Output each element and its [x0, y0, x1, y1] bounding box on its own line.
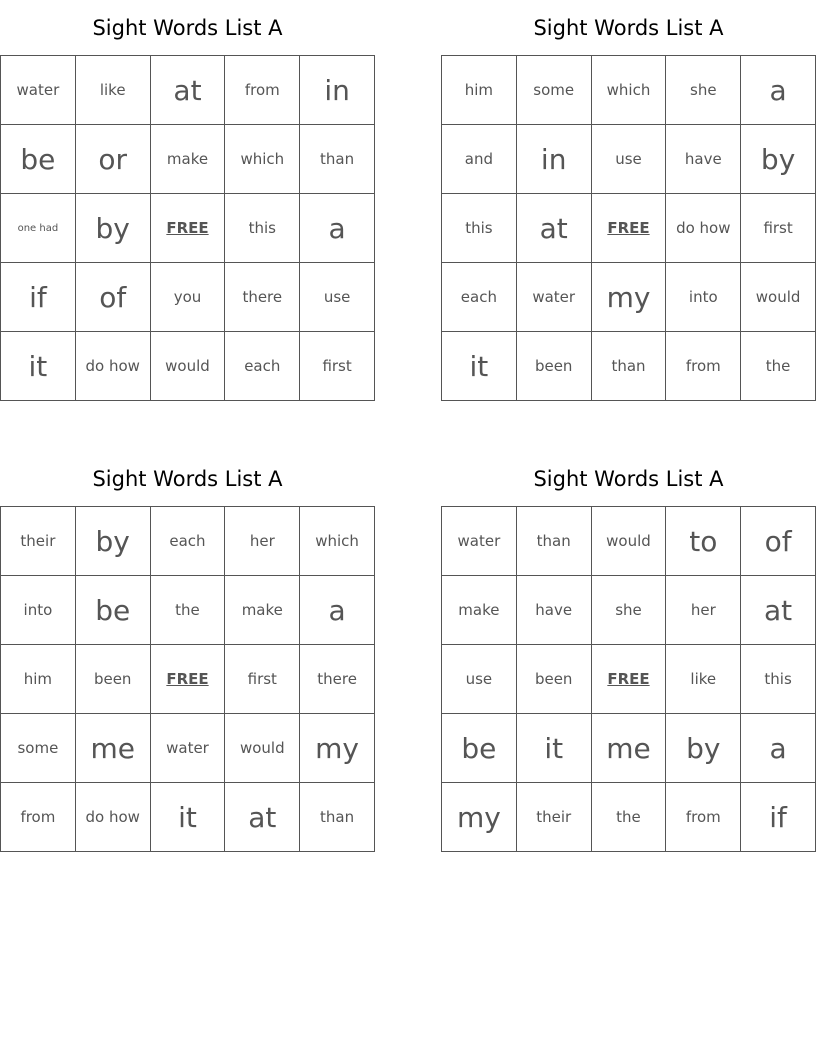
- word-cell: use: [442, 645, 517, 714]
- bingo-card-3: [0, 451, 375, 852]
- word-cell: which: [225, 125, 300, 194]
- word-cell: it: [442, 332, 517, 401]
- word-cell: water: [442, 507, 517, 576]
- free-space: FREE: [150, 194, 225, 263]
- word-cell: my: [300, 714, 375, 783]
- word-cell: make: [225, 576, 300, 645]
- word-cell: first: [300, 332, 375, 401]
- word-cell: if: [741, 783, 816, 852]
- grid-row: [442, 645, 816, 714]
- word-cell: it: [150, 783, 225, 852]
- grid-row: [1, 507, 375, 576]
- word-cell: she: [666, 56, 741, 125]
- word-cell: from: [666, 332, 741, 401]
- word-cell: some: [516, 56, 591, 125]
- word-cell: would: [150, 332, 225, 401]
- word-cell: a: [741, 56, 816, 125]
- word-cell: make: [150, 125, 225, 194]
- word-cell: the: [741, 332, 816, 401]
- word-cell: each: [225, 332, 300, 401]
- word-cell: at: [741, 576, 816, 645]
- word-cell: from: [666, 783, 741, 852]
- word-cell: would: [741, 263, 816, 332]
- word-cell: a: [300, 576, 375, 645]
- grid-row: [442, 507, 816, 576]
- word-cell: have: [516, 576, 591, 645]
- word-cell: there: [225, 263, 300, 332]
- word-cell: water: [150, 714, 225, 783]
- word-cell: first: [741, 194, 816, 263]
- word-grid: [0, 506, 375, 852]
- word-cell: which: [300, 507, 375, 576]
- word-cell: her: [666, 576, 741, 645]
- card-title: Sight Words List A: [533, 16, 724, 40]
- bingo-card-4: [441, 451, 816, 852]
- grid-row: [1, 645, 375, 714]
- grid-row: [1, 332, 375, 401]
- word-cell: do how: [75, 783, 150, 852]
- grid-row: [442, 194, 816, 263]
- word-cell: her: [225, 507, 300, 576]
- card-title: Sight Words List A: [92, 467, 283, 491]
- word-cell: of: [75, 263, 150, 332]
- word-cell: than: [300, 125, 375, 194]
- word-grid: [441, 55, 816, 401]
- word-cell: a: [300, 194, 375, 263]
- word-cell: would: [225, 714, 300, 783]
- word-cell: into: [666, 263, 741, 332]
- grid-row: [1, 783, 375, 852]
- word-cell: of: [741, 507, 816, 576]
- word-cell: than: [300, 783, 375, 852]
- grid-row: [442, 263, 816, 332]
- word-cell: be: [75, 576, 150, 645]
- word-cell: him: [1, 645, 76, 714]
- grid-row: [1, 56, 375, 125]
- free-space: FREE: [591, 194, 666, 263]
- free-space: FREE: [150, 645, 225, 714]
- word-cell: first: [225, 645, 300, 714]
- word-cell: some: [1, 714, 76, 783]
- word-cell: make: [442, 576, 517, 645]
- card-title: Sight Words List A: [533, 467, 724, 491]
- word-cell: like: [75, 56, 150, 125]
- word-cell: this: [442, 194, 517, 263]
- word-cell: she: [591, 576, 666, 645]
- word-cell: this: [741, 645, 816, 714]
- word-cell: from: [225, 56, 300, 125]
- grid-row: [442, 125, 816, 194]
- word-cell: by: [666, 714, 741, 783]
- grid-row: [1, 125, 375, 194]
- word-cell: you: [150, 263, 225, 332]
- word-cell: would: [591, 507, 666, 576]
- word-cell: by: [75, 507, 150, 576]
- word-cell: at: [225, 783, 300, 852]
- word-cell: a: [741, 714, 816, 783]
- word-grid: [441, 506, 816, 852]
- free-space: FREE: [591, 645, 666, 714]
- word-cell: like: [666, 645, 741, 714]
- bingo-card-1: [0, 0, 375, 401]
- word-cell: my: [591, 263, 666, 332]
- word-cell: my: [442, 783, 517, 852]
- word-cell: one had: [1, 194, 76, 263]
- word-cell: or: [75, 125, 150, 194]
- word-cell: each: [442, 263, 517, 332]
- word-cell: been: [516, 332, 591, 401]
- word-cell: been: [75, 645, 150, 714]
- word-cell: each: [150, 507, 225, 576]
- word-cell: it: [1, 332, 76, 401]
- grid-row: [442, 576, 816, 645]
- word-cell: use: [591, 125, 666, 194]
- word-cell: be: [1, 125, 76, 194]
- word-cell: at: [516, 194, 591, 263]
- word-cell: been: [516, 645, 591, 714]
- word-cell: by: [75, 194, 150, 263]
- word-cell: the: [150, 576, 225, 645]
- word-cell: their: [1, 507, 76, 576]
- word-cell: it: [516, 714, 591, 783]
- bingo-card-2: [441, 0, 816, 401]
- word-cell: which: [591, 56, 666, 125]
- word-cell: than: [591, 332, 666, 401]
- word-cell: him: [442, 56, 517, 125]
- grid-row: [442, 56, 816, 125]
- word-grid: [0, 55, 375, 401]
- grid-row: [1, 576, 375, 645]
- word-cell: from: [1, 783, 76, 852]
- word-cell: the: [591, 783, 666, 852]
- word-cell: into: [1, 576, 76, 645]
- word-cell: use: [300, 263, 375, 332]
- word-cell: be: [442, 714, 517, 783]
- grid-row: [1, 714, 375, 783]
- word-cell: this: [225, 194, 300, 263]
- word-cell: have: [666, 125, 741, 194]
- word-cell: to: [666, 507, 741, 576]
- word-cell: water: [1, 56, 76, 125]
- word-cell: than: [516, 507, 591, 576]
- grid-row: [1, 263, 375, 332]
- word-cell: me: [75, 714, 150, 783]
- word-cell: there: [300, 645, 375, 714]
- grid-row: [1, 194, 375, 263]
- word-cell: their: [516, 783, 591, 852]
- word-cell: by: [741, 125, 816, 194]
- word-cell: me: [591, 714, 666, 783]
- card-title: Sight Words List A: [92, 16, 283, 40]
- grid-row: [442, 783, 816, 852]
- word-cell: and: [442, 125, 517, 194]
- word-cell: do how: [666, 194, 741, 263]
- word-cell: at: [150, 56, 225, 125]
- word-cell: do how: [75, 332, 150, 401]
- word-cell: if: [1, 263, 76, 332]
- grid-row: [442, 332, 816, 401]
- word-cell: water: [516, 263, 591, 332]
- word-cell: in: [300, 56, 375, 125]
- word-cell: in: [516, 125, 591, 194]
- grid-row: [442, 714, 816, 783]
